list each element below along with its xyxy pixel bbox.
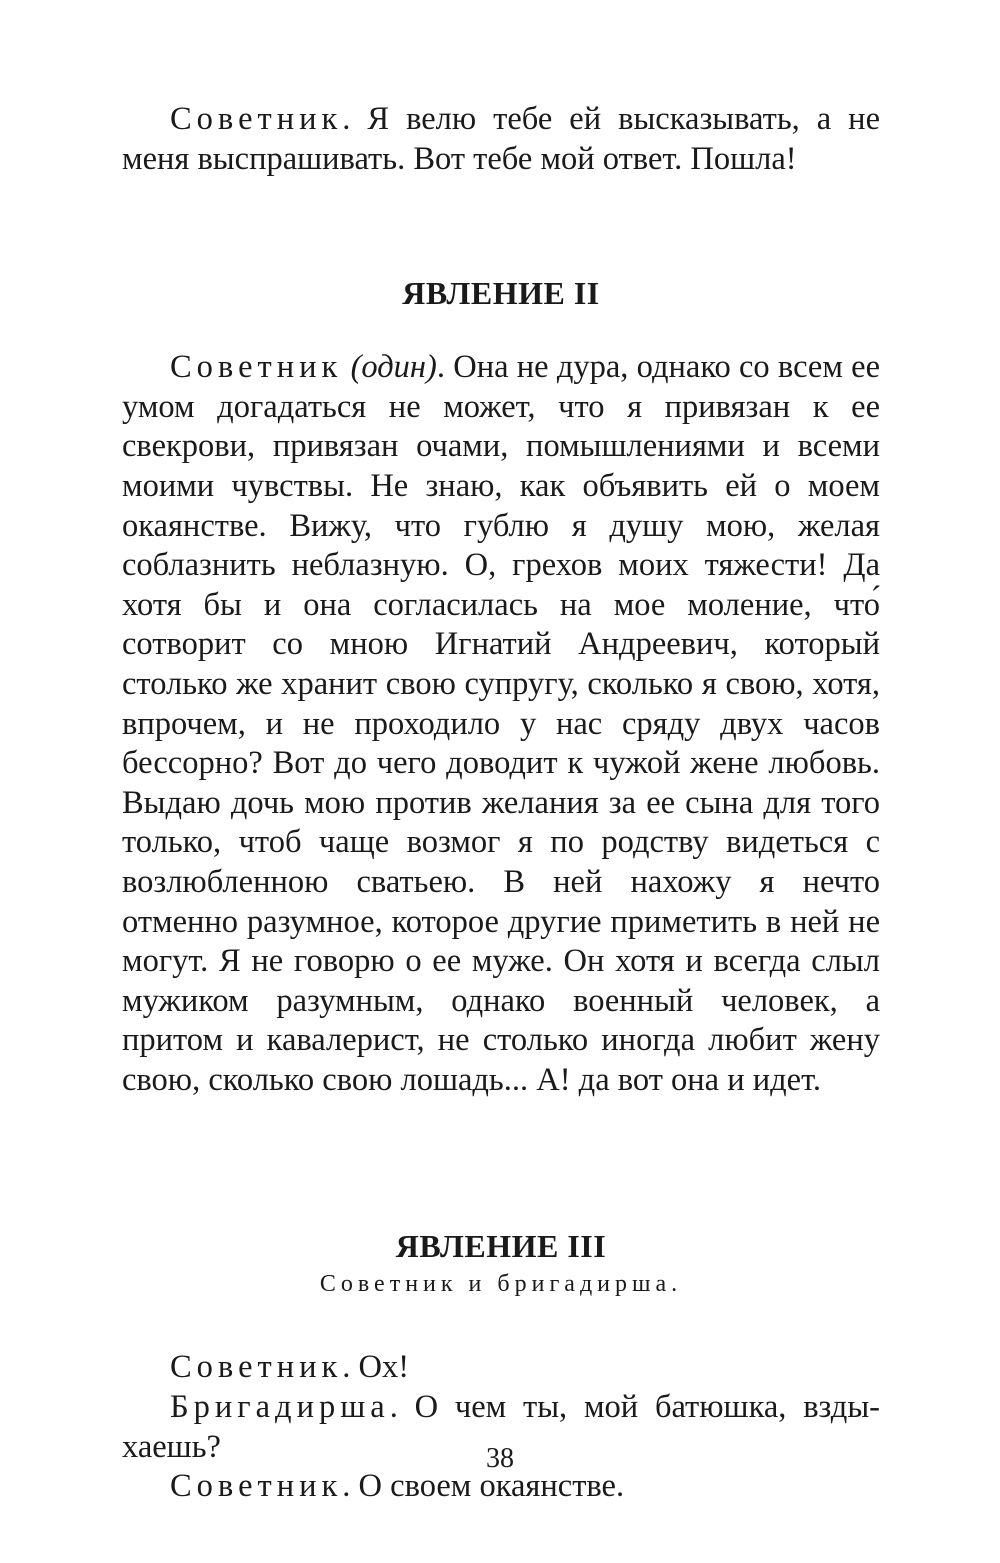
speech-text: . О чем ты, мой батюшка, вздыхаешь? [122,1389,880,1465]
cast-list: Советник и бригадирша. [319,1271,683,1298]
speaker-name: Советник [170,101,343,137]
speech-text: . О своем окаянстве. [342,1468,625,1505]
stage-direction: (один) [350,349,437,386]
scene-heading: ЯВЛЕНИЕ II [402,275,600,312]
scene-heading: ЯВЛЕНИЕ III [395,1228,607,1265]
dialogue-line [122,1348,880,1388]
speech-text: . Ох! [342,1349,410,1386]
paragraph-monologue [122,348,880,1100]
speech-text: . Она не дура, однако со всем ее умом догадаться не может, что я привязан к ее свекрови, привязан очами, помышлениями и всеми моими чувствы. Не знаю, как объявить ей о моем окаянстве. Вижу, что гублю я душу мою, желая соблазнить неблазную. О, грехов моих тяжести! Да хотя бы и она согласилась на мое моление, что́ сотворит со мною Игнатий Андреевич, который столько же хранит свою супругу, сколько я свою, хотя, впрочем, и не проходило у нас сряду двух часов бессорно? Вот до чего доводит к чужой жене любовь. Выдаю дочь мою против желания за ее сына для того только, чтоб чаще возмог я по родству видеться с возлюбленною сватьею. В ней нахожу я нечто отменно разумное, которое другие приметить в ней не могут. Я не говорю о ее муже. Он хотя и всегда слыл мужиком разумным, однако военный человек, а притом и кавалерист, не столько иногда любит жену свою, сколько свою лошадь... А! да вот она и идет. [122,349,881,1098]
speaker-name: Советник [170,1349,343,1386]
speaker-name: Советник [170,349,343,386]
page-number: 38 [486,1443,514,1474]
speaker-name: Советник [170,1468,343,1505]
paragraph-scene1 [122,100,880,179]
page-body [122,100,880,1507]
speech-text: . Я велю тебе ей высказывать, а не меня выспрашивать. Вот тебе мой ответ. Пошла! [122,101,880,177]
speaker-name: Бригадирша [170,1389,390,1426]
